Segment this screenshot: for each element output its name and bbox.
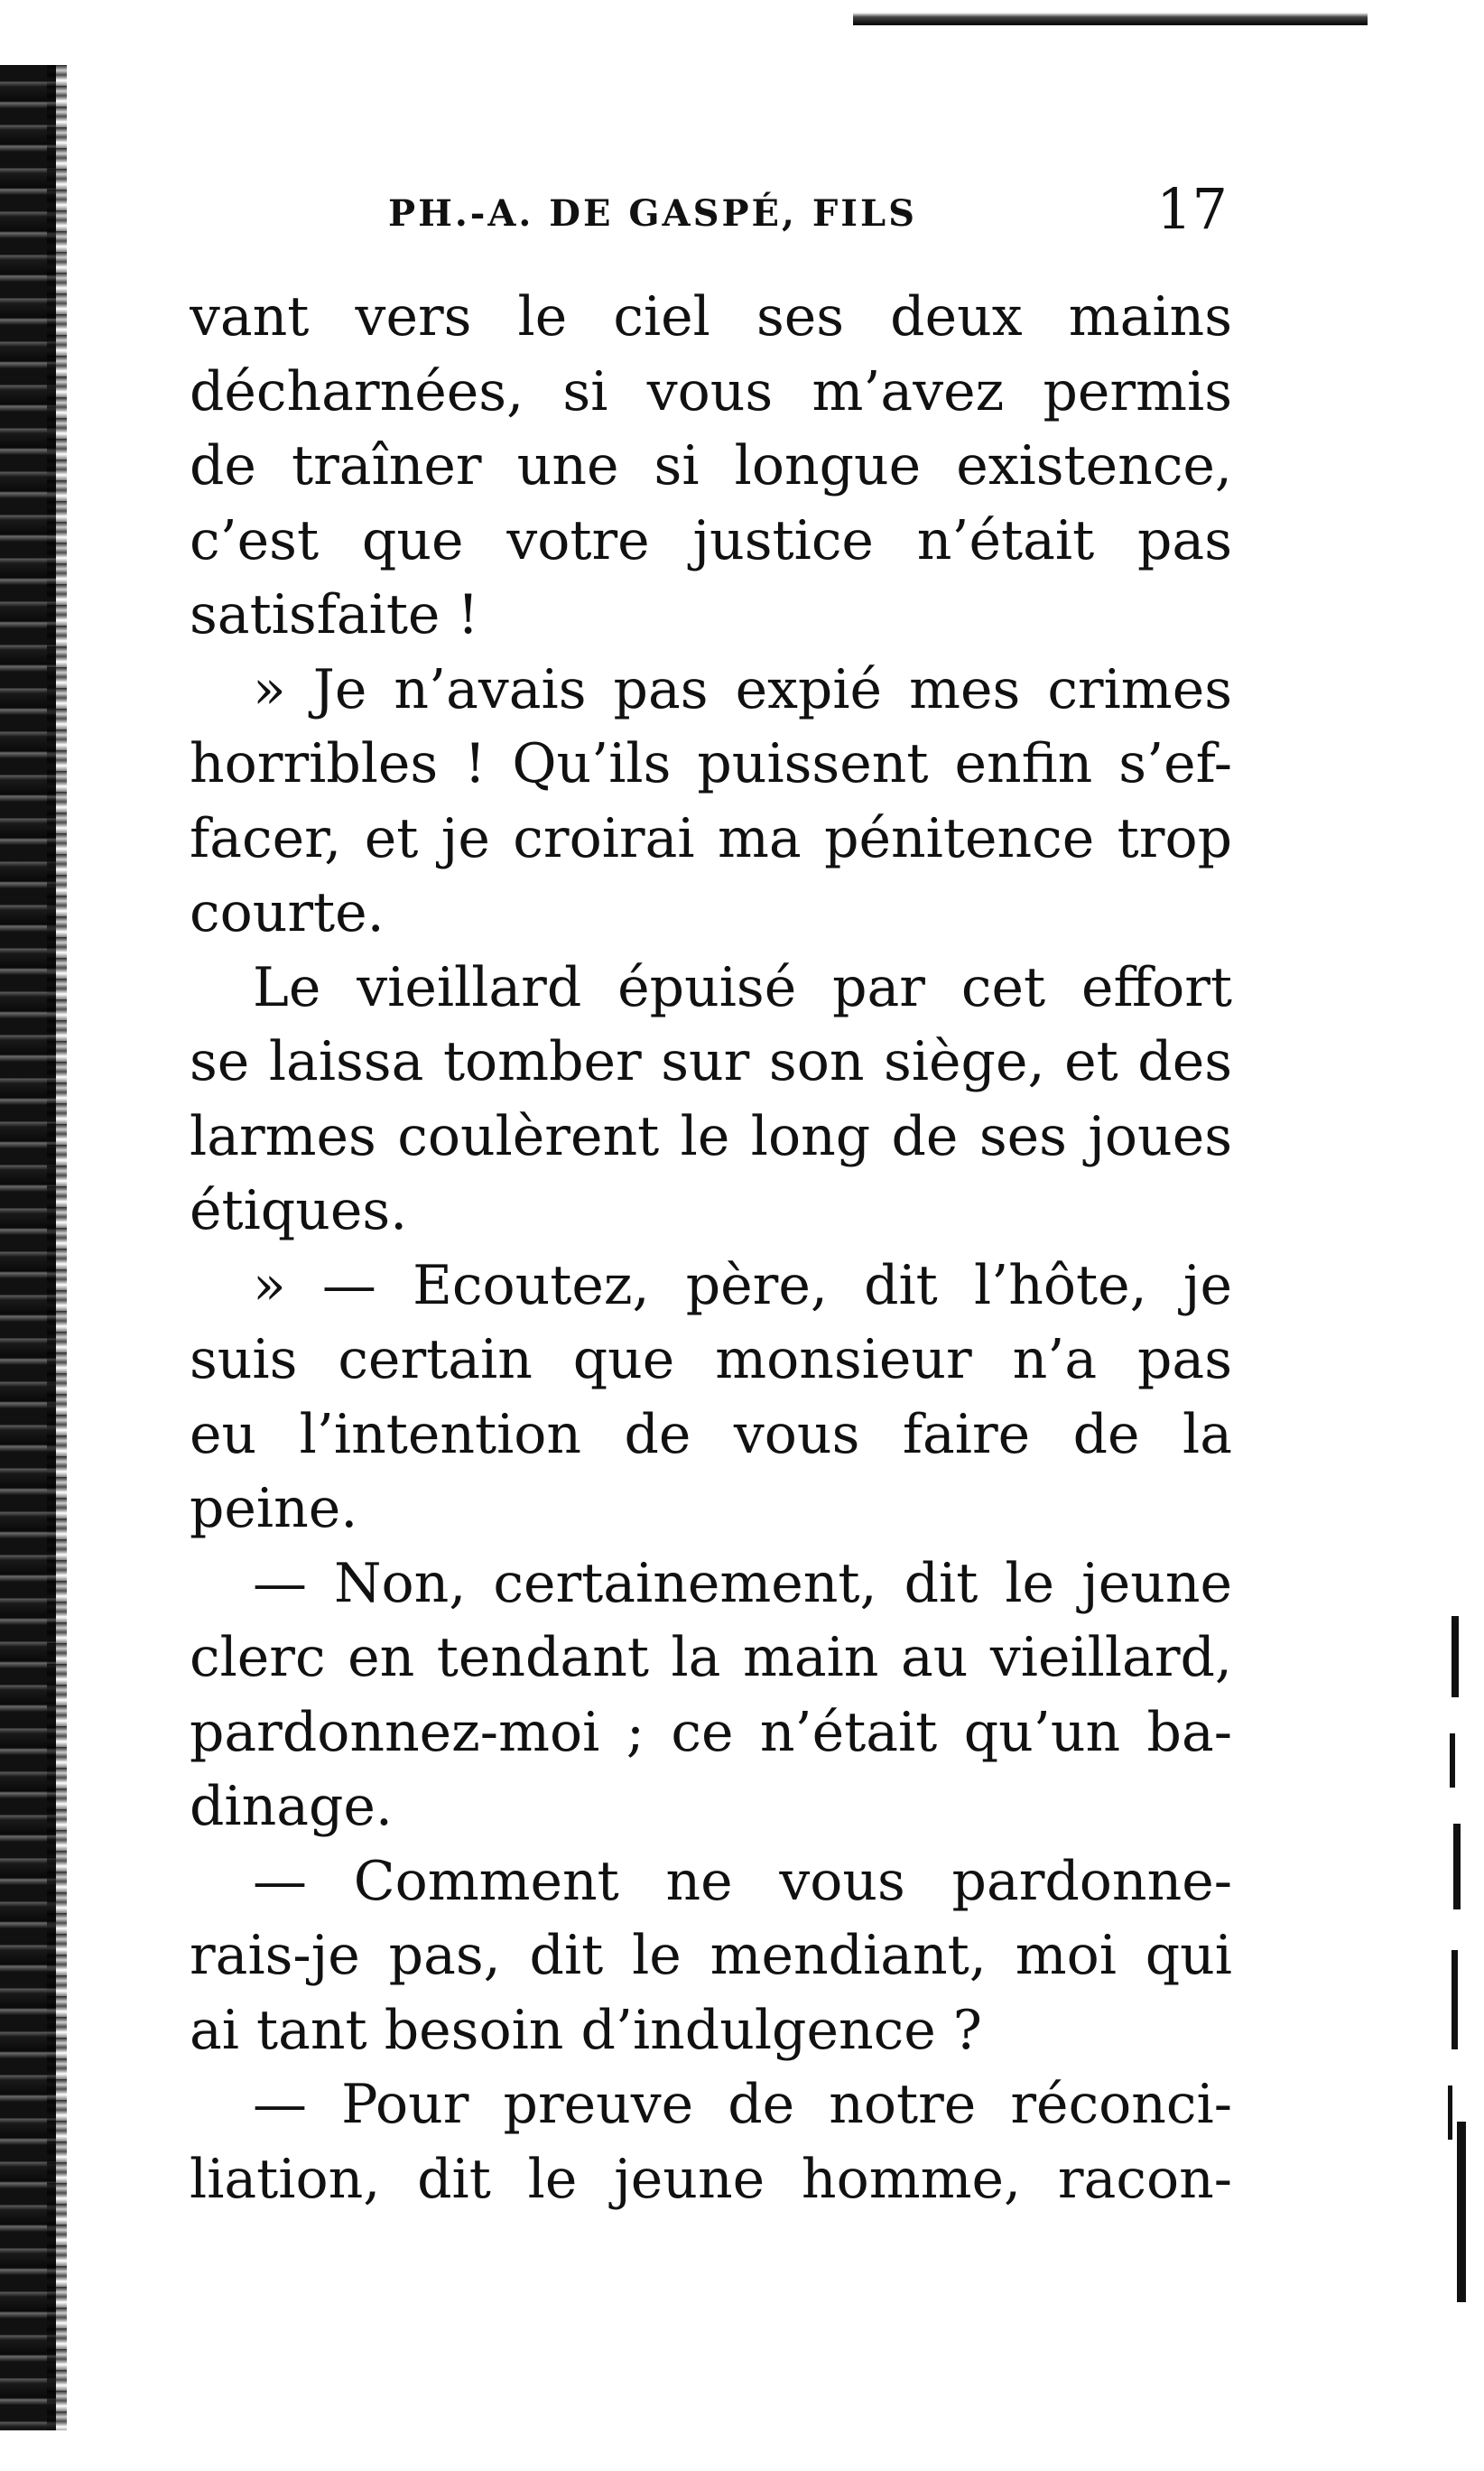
text-line: vant vers le ciel ses deux mains xyxy=(190,285,1232,348)
text-line: courte. xyxy=(190,881,385,944)
text-line: » Je n’avais pas expié mes crimes xyxy=(253,657,1232,721)
body-text xyxy=(190,280,1232,2216)
text-line: satisfaite ! xyxy=(190,583,479,646)
page-number: 17 xyxy=(1156,176,1228,242)
text-line: clerc en tendant la main au vieillard, xyxy=(190,1626,1232,1689)
text-line: — Comment ne vous pardonne- xyxy=(253,1849,1232,1913)
text-line: de traîner une si longue existence, xyxy=(190,434,1232,497)
text-line: eu l’intention de vous faire de la xyxy=(190,1402,1232,1466)
text-line: — Pour preuve de notre réconci- xyxy=(253,2073,1232,2136)
text-line: suis certain que monsieur n’a pas xyxy=(190,1328,1232,1391)
text-line: c’est que votre justice n’était pas xyxy=(190,508,1232,572)
text-line: liation, dit le jeune homme, racon- xyxy=(190,2147,1232,2211)
text-line: » — Ecoutez, père, dit l’hôte, je xyxy=(253,1253,1232,1317)
text-line: facer, et je croirai ma pénitence trop xyxy=(190,806,1232,870)
page-binding-edge-fray xyxy=(47,65,67,2430)
text-line: dinage. xyxy=(190,1775,393,1838)
text-line: étiques. xyxy=(190,1179,408,1242)
text-line: se laissa tomber sur son siège, et des xyxy=(190,1030,1232,1093)
text-line: — Non, certainement, dit le jeune xyxy=(253,1551,1232,1615)
text-line: larmes coulèrent le long de ses joues xyxy=(190,1104,1232,1168)
running-head xyxy=(388,176,1228,248)
right-margin-marks xyxy=(1435,1616,1480,2302)
text-line: rais-je pas, dit le mendiant, moi qui xyxy=(190,1924,1232,1987)
text-line: décharnées, si vous m’avez permis xyxy=(190,359,1232,423)
text-line: ai tant besoin d’indulgence ? xyxy=(190,1998,982,2062)
text-line: Le vieillard épuisé par cet effort xyxy=(253,955,1232,1019)
text-line: peine. xyxy=(190,1477,358,1540)
top-rule xyxy=(853,13,1368,25)
text-line: pardonnez-moi ; ce n’était qu’un ba- xyxy=(190,1700,1232,1764)
text-line: horribles ! Qu’ils puissent enfin s’ef- xyxy=(190,732,1232,795)
running-head-title: PH.-A. DE GASPÉ, FILS xyxy=(388,192,918,235)
